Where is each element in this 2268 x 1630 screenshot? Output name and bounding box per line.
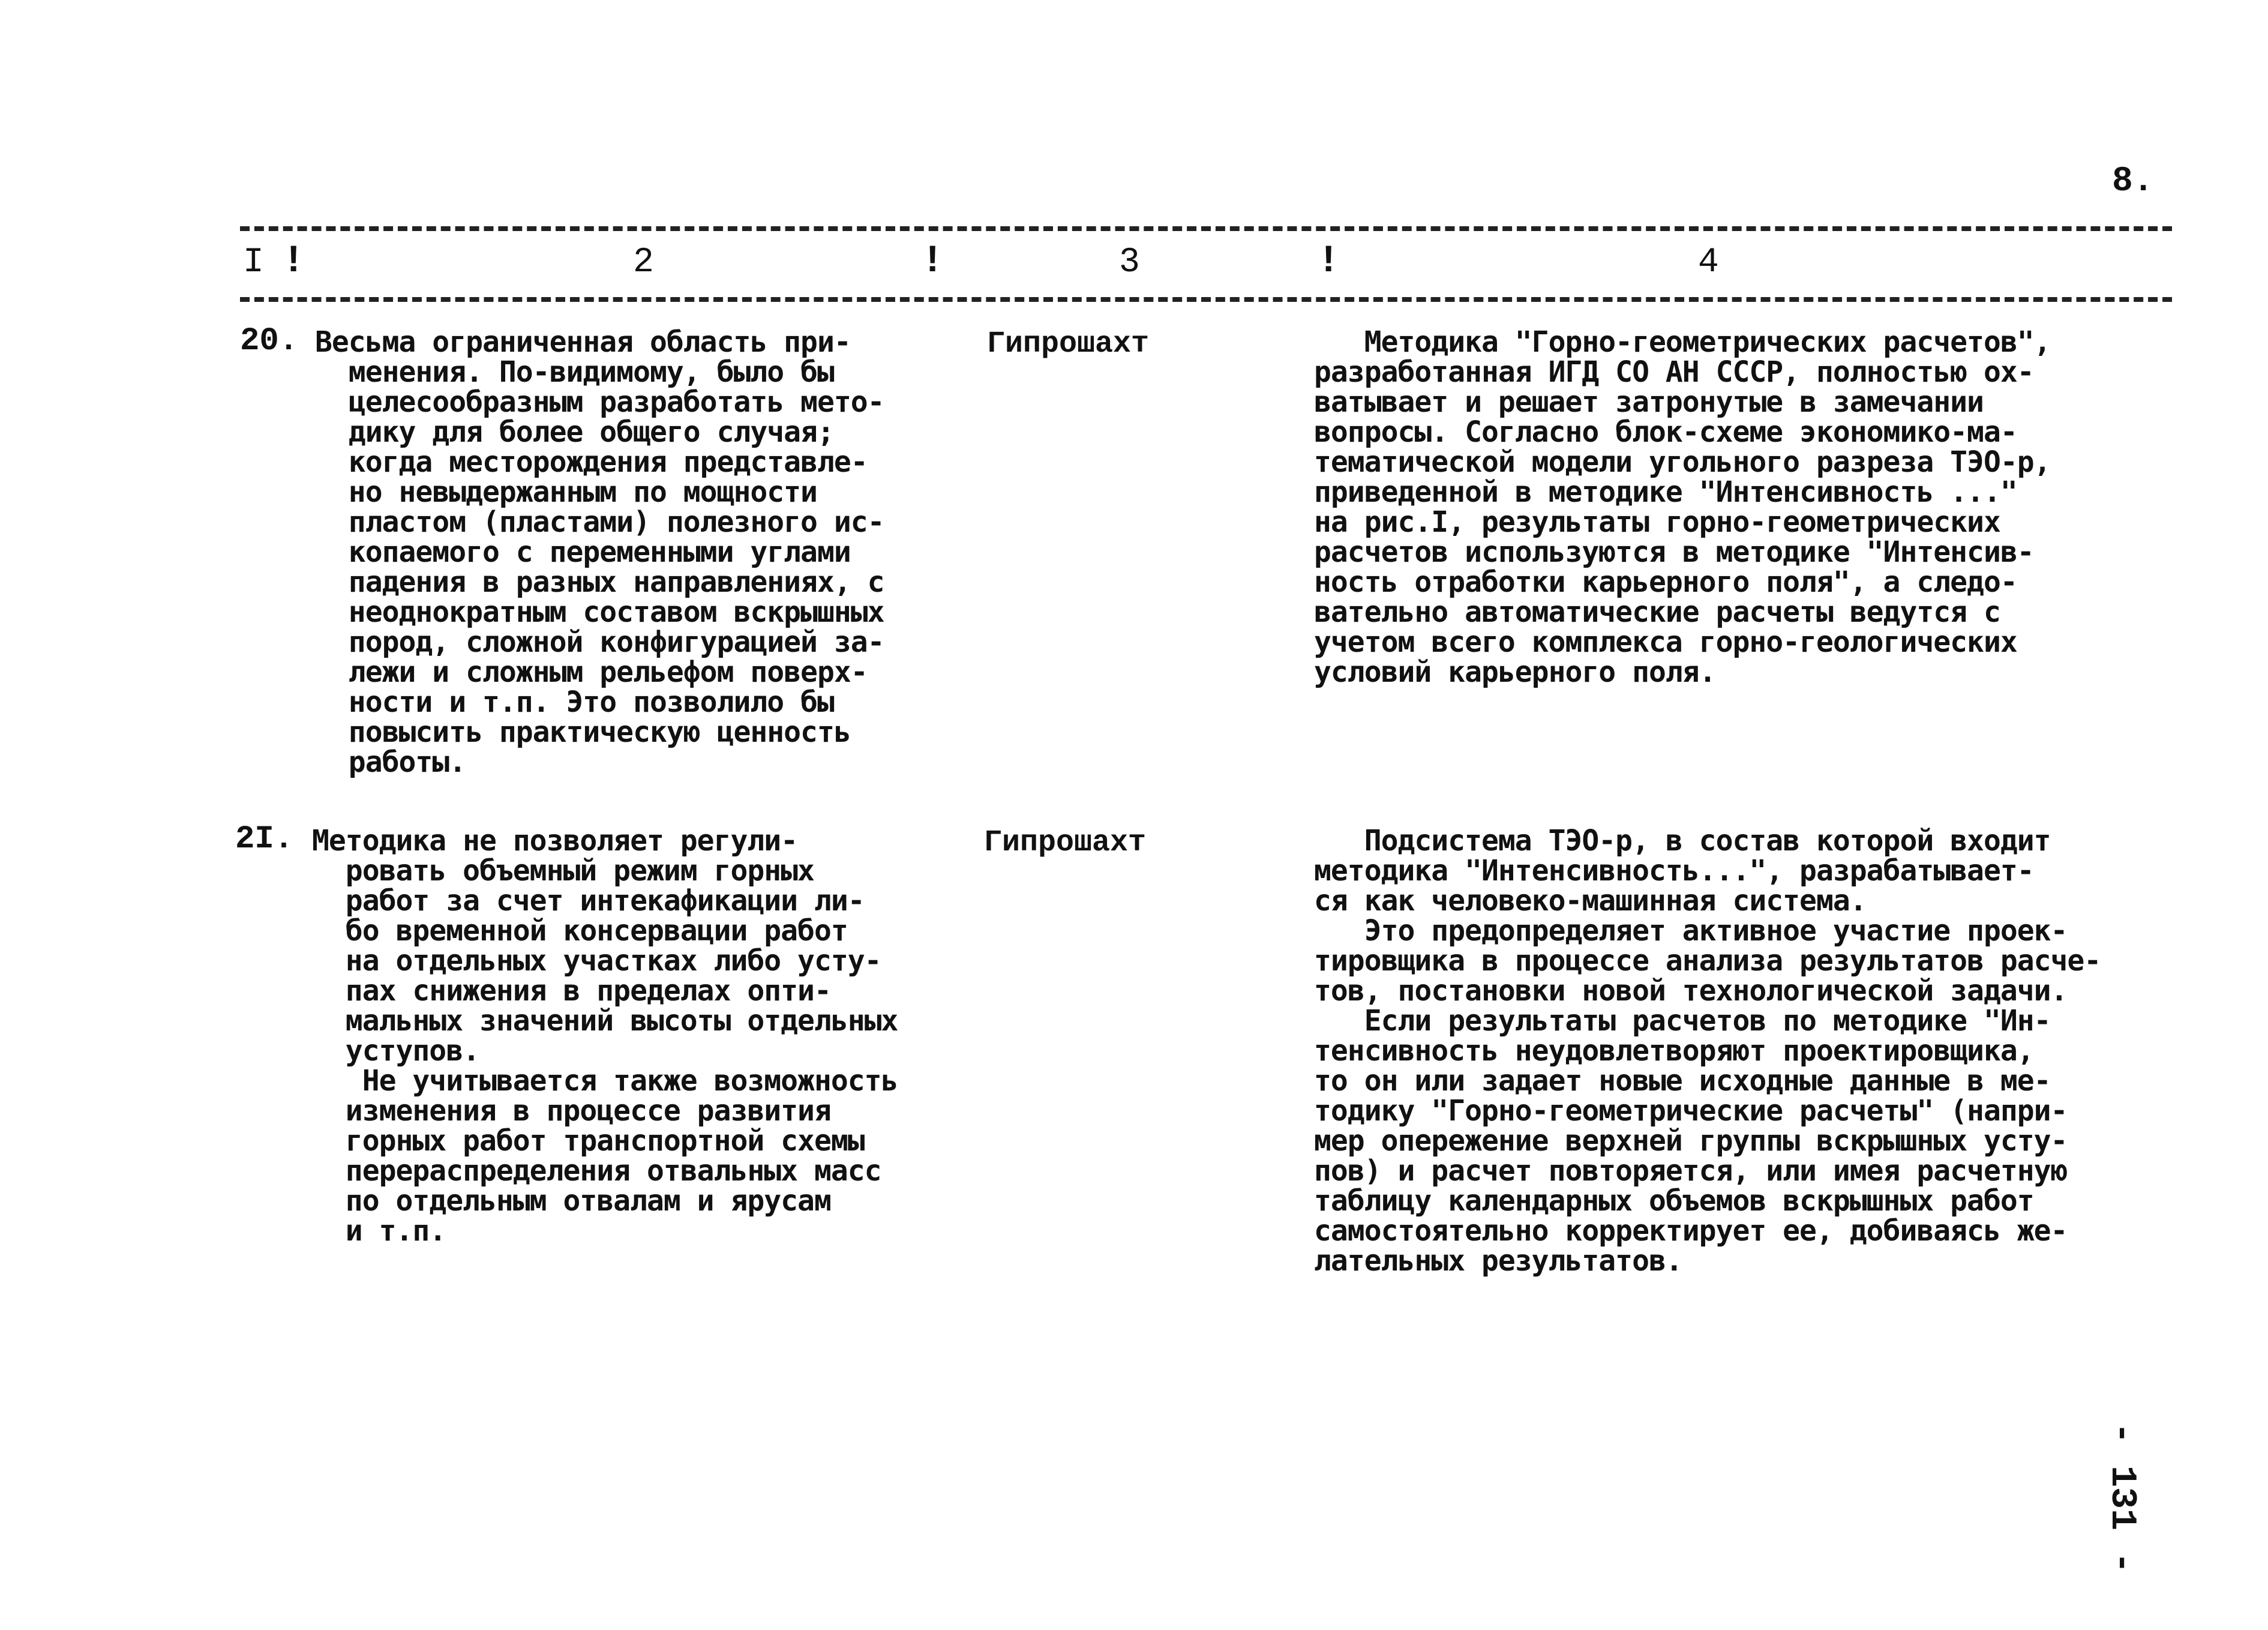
row-21-remark: Методика не позволяет регули- ровать объемный режим горных работ за счет интекафикации ли- бо временной консервации работ на отдельных участках либо усту- пах снижения в пределах опти- мальных значений высоты отдельных уступов. Не учитывается также возможность изменения в процессе развития горных работ транспортной схемы перераспределения отвальных масс по отдельным отвалам и ярусам и т.п. [312,824,898,1248]
row-20-remark: Весьма ограниченная область при- менения. По-видимому, было бы целесообразным разработать мето- дику для более общего случая; когда месторождения представле- но невыдержанным по мощности пластом (пластами) полезного ис- копаемого с переменными углами падения в разных направлениях, с неоднократным составом вскрышных пород, сложной конфигурацией за- лежи и сложным рельефом поверх- ности и т.п. Это позволило бы повысить практическую ценность работы. [315,325,884,779]
side-sheet-number: - 131 - [2101,1422,2142,1574]
column-separator-1: ! [282,240,305,283]
column-header-2: 2 [633,243,654,282]
column-header-3: 3 [1119,243,1140,282]
column-header-4: 4 [1698,243,1719,282]
row-21-response: Подсистема ТЭО-р, в состав которой входит методика "Интенсивность...", разрабатывает- ся как человеко-машинная система. Это предопределяет активное участие проек- тировщика в процессе анализа результатов расче- тов, постановки новой технологической задачи. Если результаты расчетов по методике "Ин- тенсивность неудовлетворяют проектировщика, то он или задает новые исходные данные в ме- тодику "Горно-геометрические расчеты" (напри- мер опережение верхней группы вскрышных усту- пов) и расчет повторяется, или имея расчетную таблицу календарных объемов вскрышных работ самостоятельно корректирует ее, добиваясь же- лательных результатов. [1314,824,2101,1278]
row-20-response: Методика "Горно-геометрических расчетов", разработанная ИГД СО АН СССР, полностью ох- ватывает и решает затронутые в замечании вопросы. Согласно блок-схеме экономико-ма- тематической модели угольного разреза ТЭО-р, приведенной в методике "Интенсивность ..." на рис.I, результаты горно-геометрических расчетов используются в методике "Интенсив- ность отработки карьерного поля", а следо- вательно автоматические расчеты ведутся с учетом всего комплекса горно-геологических условий карьерного поля. [1314,325,2051,689]
header-bottom-rule [240,297,2172,302]
row-21-organization: Гипрошахт [984,826,1147,860]
column-separator-2: ! [921,240,944,283]
row-21-number: 2I. [235,821,294,858]
page-number: 8. [2112,162,2154,201]
column-header-1: I [243,243,264,282]
row-20-organization: Гипрошахт [987,327,1150,361]
column-separator-3: ! [1317,240,1340,283]
row-20-number: 20. [240,323,299,359]
header-top-rule [240,226,2172,231]
